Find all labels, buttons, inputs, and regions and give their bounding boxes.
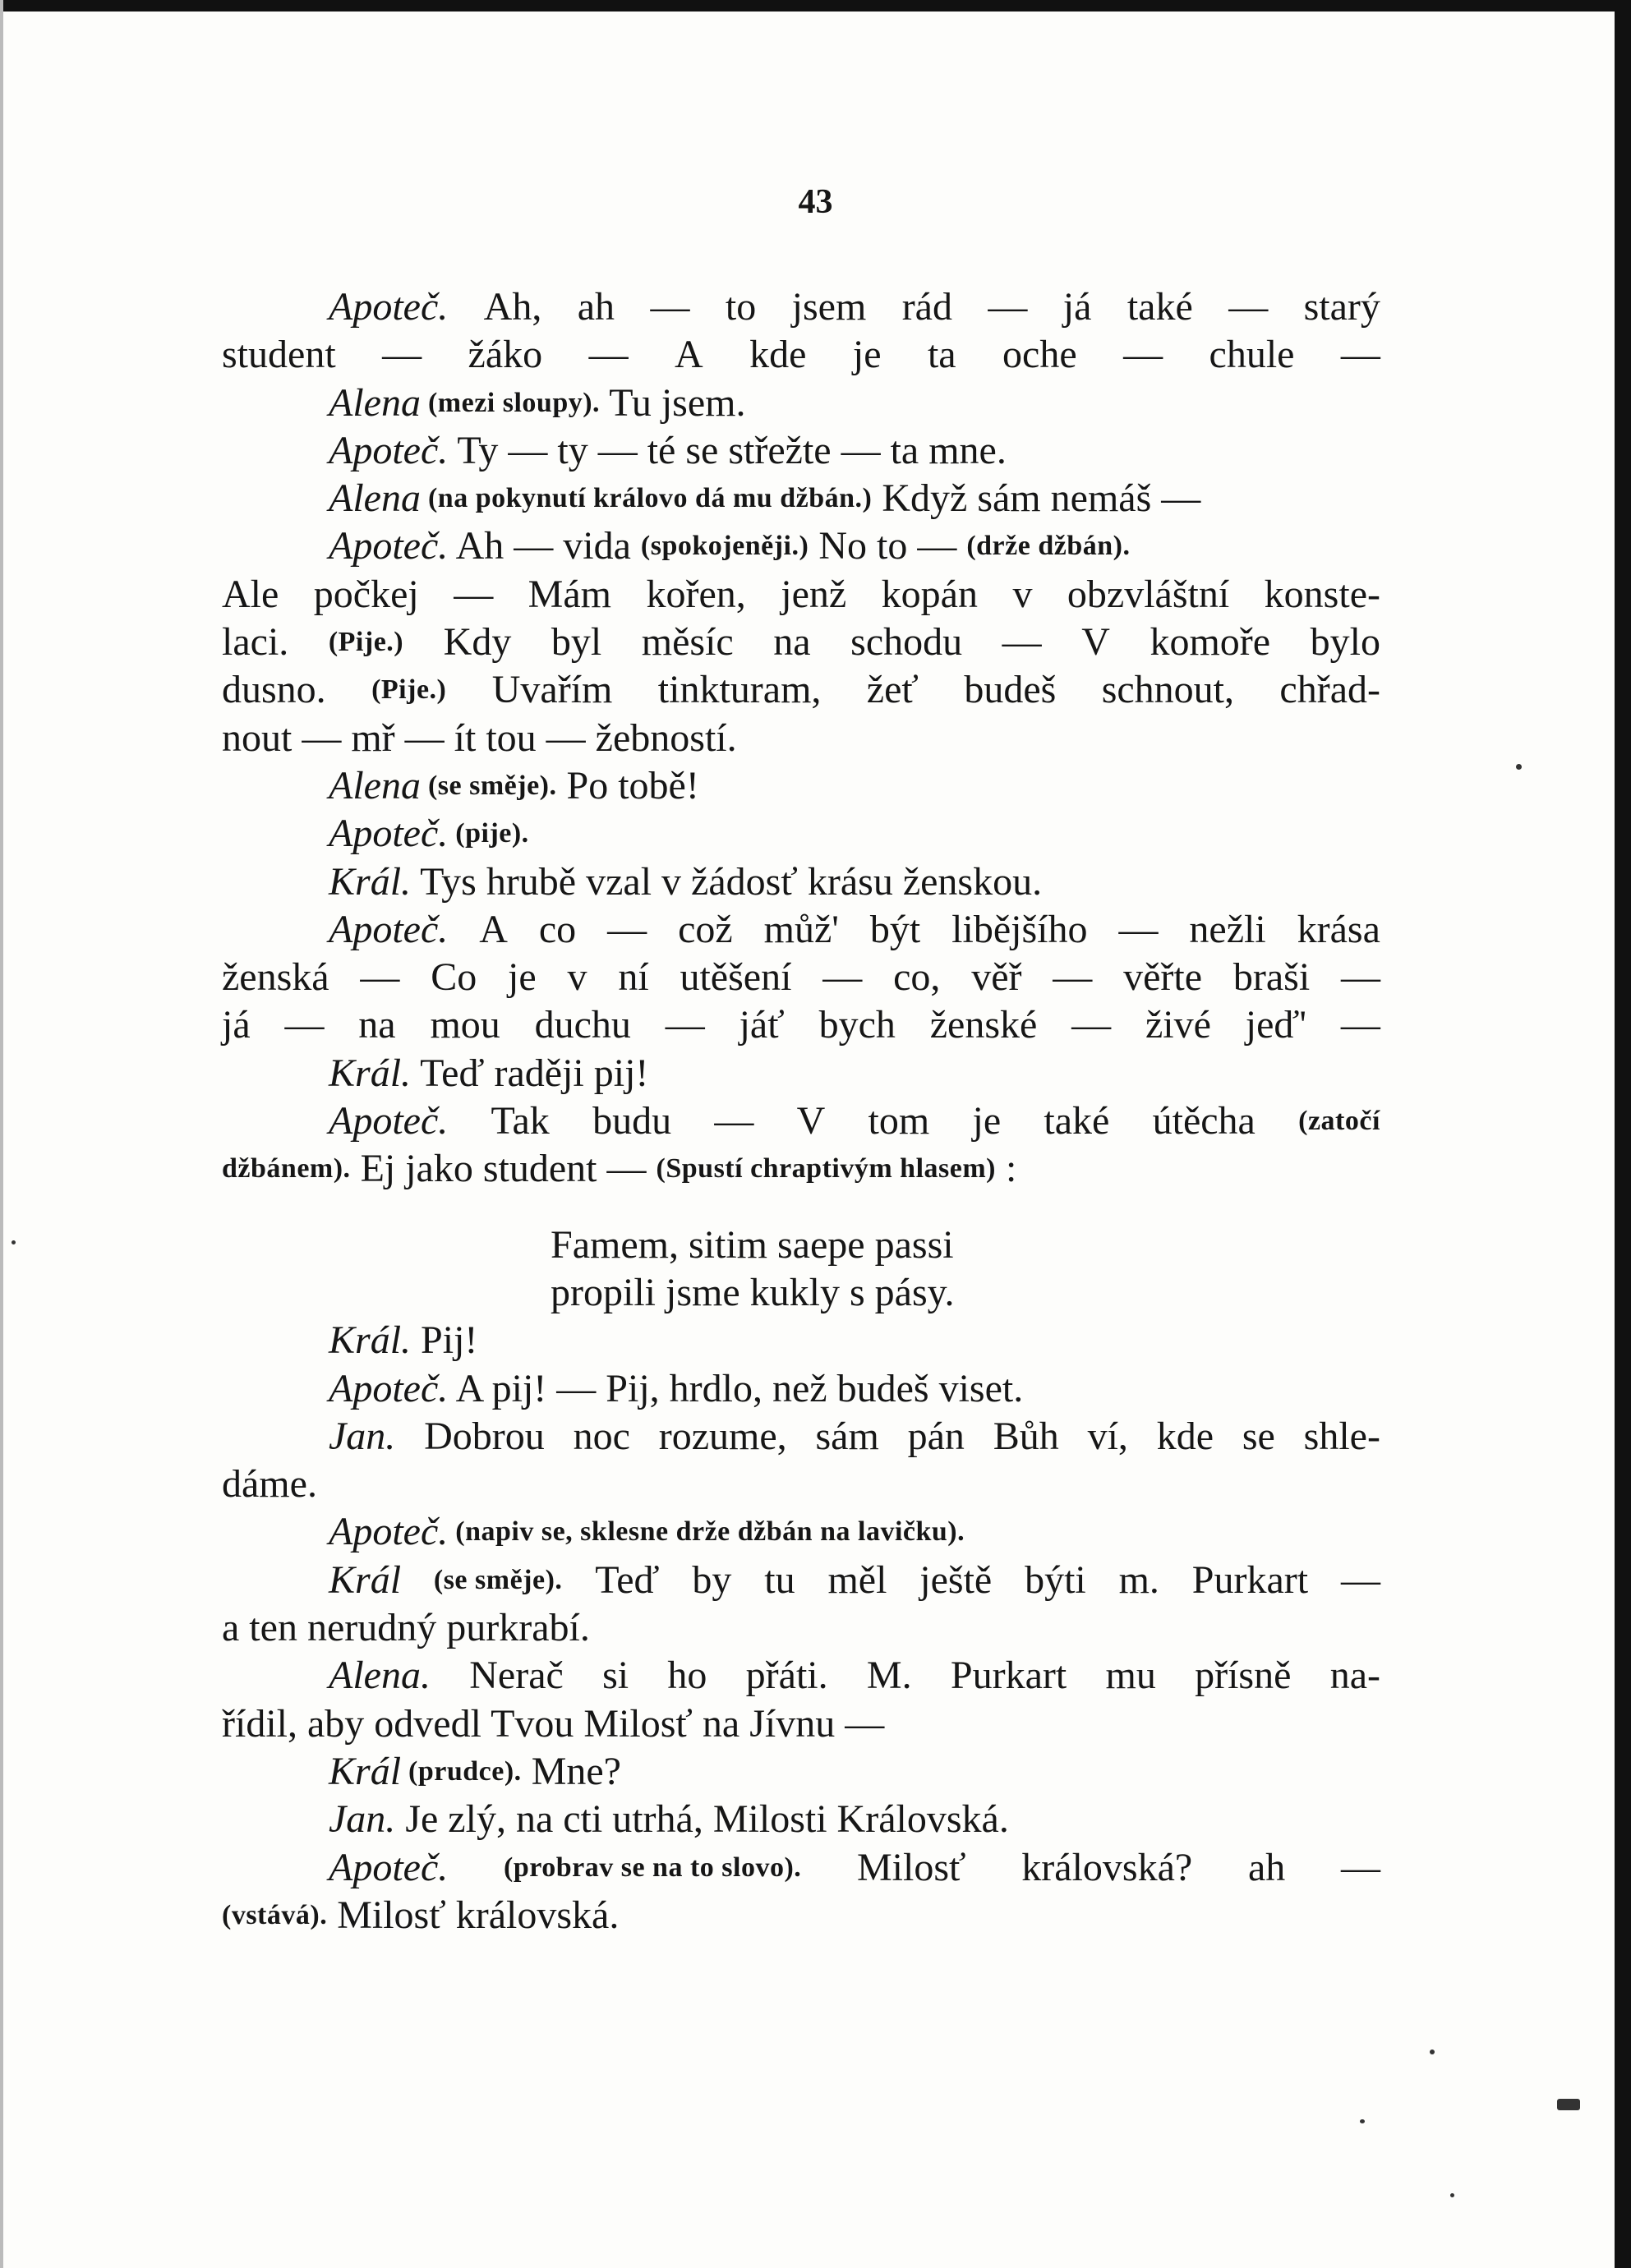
word: bych [818,1003,896,1047]
word: tu [764,1557,795,1602]
word: žeť [866,668,919,712]
text-line [222,1748,1380,1796]
word: pán [907,1414,965,1458]
word: schodu [850,620,963,665]
word: můž' [763,907,839,951]
scan-border-top [0,0,1631,12]
word: ještě [919,1557,993,1602]
text-line [222,954,1380,1001]
word: Mám [528,572,611,616]
word: budu [592,1099,672,1143]
word: — [1053,955,1093,1000]
word: kopán [881,572,978,616]
word: být [869,907,921,951]
text-line [222,522,1380,570]
text-line [222,1365,1380,1413]
word: se [1242,1414,1275,1458]
line-text: Je zlý, na cti utrhá, Milosti Královská. [395,1797,1009,1842]
word: duchu [534,1003,631,1047]
word: což [678,907,733,951]
word: útěcha [1152,1099,1256,1143]
word: ní [618,955,649,1000]
word: — [382,333,422,377]
text-line [222,1557,1380,1604]
stage-direction: (vstává). [222,1899,328,1930]
text-line [222,906,1380,954]
word: bylo [1310,620,1380,665]
word: Kdy [443,620,512,665]
speaker-name: Alena. [329,1654,431,1698]
word: schnout, [1101,668,1235,712]
line-text: nout — mř — ít tou — žebností. [222,715,737,760]
text-line [222,1508,1380,1556]
word: student [222,333,336,377]
word: m. [1118,1557,1159,1602]
speaker-name: Král. [329,1318,412,1363]
word: — [284,1003,325,1047]
speaker-name: Apoteč. [329,1099,449,1143]
word: Purkart [1191,1557,1309,1602]
stage-direction: (prudce). [401,1755,522,1787]
stage-direction: (Spustí chraptivým hlasem) [656,1153,996,1185]
speaker-name: Alena [329,763,421,807]
text-line [222,1461,1380,1508]
word: věř [971,955,1022,1000]
word: měl [827,1557,887,1602]
line-text: Milosť královská. [327,1893,620,1937]
text-line [222,1604,1380,1652]
word: je [508,955,537,1000]
word: jsem [791,285,867,329]
text-line [222,1796,1380,1843]
word: kde [749,333,807,377]
word: také [1044,1099,1110,1143]
line-text: Famem, sitim saepe passi [551,1222,954,1267]
speaker-name: Apoteč. [329,1510,449,1554]
word: — [1118,907,1159,951]
word: byl [551,620,602,665]
word: ho [667,1654,707,1698]
line-text: Ej jako student — [350,1147,657,1191]
text-line [222,715,1380,762]
word: noc [573,1414,630,1458]
stage-direction: (se směje). [433,1564,563,1595]
text-line [222,1269,1380,1317]
word: chřad- [1279,668,1380,712]
word: — [714,1099,754,1143]
scan-border-left [0,0,3,2268]
word: V [796,1099,826,1143]
word: — [1340,955,1380,1000]
word: — [1123,333,1163,377]
line-text: řídil, aby odvedl Tvou Milosť na Jívnu — [222,1701,885,1746]
speaker-name: Apoteč. [329,524,449,568]
text-line [222,331,1380,379]
page-number: 43 [798,183,833,221]
word: to [725,285,757,329]
word: sám [815,1414,879,1458]
word: býti [1025,1557,1086,1602]
speaker-name: Král. [329,1051,412,1095]
word: ta [927,333,956,377]
word: budeš [964,668,1057,712]
word: já [222,1003,251,1047]
word: tom [868,1099,930,1143]
word: braši [1232,955,1311,1000]
scan-speck [1430,2049,1435,2054]
line-text: dáme. [222,1462,317,1507]
word: jenž [781,572,847,616]
line-text: Pij! [411,1318,478,1363]
stage-direction: (se směje). [420,770,557,801]
word: přísně [1195,1654,1292,1698]
text-line [222,1317,1380,1364]
word: Tak [491,1099,550,1143]
word: — [1340,333,1380,377]
text-line [222,1413,1380,1461]
stage-direction: (na pokynutí královo dá mu džbán.) [420,483,873,514]
word: — [650,285,690,329]
word: — [1340,1557,1380,1602]
word: — [360,955,400,1000]
word: ah [577,285,615,329]
word: také [1126,285,1193,329]
word: královská? [1021,1845,1193,1889]
word: mou [430,1003,500,1047]
stage-direction: (spokojeněji.) [640,531,809,562]
stage-direction: džbánem). [222,1153,351,1185]
line-text: No to — [809,524,967,568]
text-line [222,1892,1380,1939]
word: co [538,907,577,951]
word: — [1071,1003,1112,1047]
word: si [602,1654,629,1698]
word: počkej [313,572,419,616]
word: mu [1105,1654,1156,1698]
stage-direction: (pije). [448,818,529,849]
word: živé [1145,1003,1211,1047]
word: — [822,955,863,1000]
word: v [1012,572,1033,616]
text-line [222,619,1380,666]
text-line [222,1097,1380,1145]
text-line [222,666,1380,714]
speaker-name: Král [329,1749,402,1793]
word: já [1062,285,1092,329]
word: Nerač [469,1654,564,1698]
text-line [222,1145,1380,1193]
word: by [692,1557,732,1602]
dialogue-text [222,283,1380,1939]
speaker-name: Apoteč. [329,1366,449,1410]
text-line [222,1844,1380,1892]
word: tinkturam, [657,668,822,712]
word: Dobrou [424,1414,545,1458]
scan-speck [1360,2119,1365,2123]
word: — [1002,620,1042,665]
text-line [222,283,1380,331]
speaker-name: Alena [329,476,421,521]
text-line [222,1700,1380,1748]
scan-speck [1450,2193,1454,2197]
word: žáko [468,333,543,377]
speaker-name: Král [329,1557,402,1602]
line-text: Tu jsem. [600,380,746,425]
scan-speck [1516,764,1522,770]
word: Bůh [993,1414,1059,1458]
word: na [358,1003,396,1047]
line-text: a ten nerudný purkrabí. [222,1606,590,1650]
stage-direction: (Pije.) [328,627,404,658]
text-line [222,1050,1380,1097]
word: Co [431,955,477,1000]
word: — [607,907,647,951]
word: rád [901,285,952,329]
line-text: : [995,1147,1017,1191]
word: oche [1002,333,1077,377]
word: nežli [1189,907,1266,951]
word: Purkart [950,1654,1067,1698]
word: laci. [222,620,289,665]
stage-direction: (drže džbán). [966,531,1131,562]
word: ženské [929,1003,1038,1047]
word: — [1228,285,1269,329]
word: je [972,1099,1002,1143]
word: jáť [739,1003,785,1047]
word: konste- [1264,572,1380,616]
stage-direction: (mezi sloupy). [420,387,601,418]
speaker-name: Apoteč. [329,812,449,856]
word: obzvláštní [1067,572,1230,616]
word: komoře [1150,620,1271,665]
word: libějšího [951,907,1088,951]
word: na [773,620,811,665]
speaker-name: Apoteč. [329,285,449,329]
word: M. [866,1654,912,1698]
word: Ale [222,572,279,616]
line-text: Teď raději pij! [411,1051,649,1095]
stage-direction: (probrav se na to slovo). [504,1852,802,1883]
word: přáti. [745,1654,828,1698]
text-line [222,810,1380,858]
stage-direction: (napiv se, sklesne drže džbán na lavičku). [448,1516,965,1548]
speaker-name: Jan. [329,1797,396,1842]
text-line [222,475,1380,522]
word: ah [1247,1845,1286,1889]
line-text: Ah — vida [448,524,641,568]
line-text: Tys hrubě vzal v žádosť krásu ženskou. [411,859,1043,904]
word: — [1340,1003,1380,1047]
word: V [1081,620,1110,665]
text-line [222,762,1380,810]
text-line [222,1652,1380,1700]
word: kořen, [646,572,746,616]
word: A [479,907,508,951]
word: jeď' [1245,1003,1307,1047]
word: — [588,333,629,377]
speaker-name: Jan. [329,1414,396,1458]
word: Milosť [857,1845,966,1889]
text-line [222,1221,1380,1269]
word: měsíc [641,620,734,665]
text-line [222,1001,1380,1049]
speaker-name: Apoteč. [329,428,449,472]
word: na- [1329,1654,1380,1698]
word: ženská [222,955,329,1000]
word: Teď [595,1557,660,1602]
line-text: Mne? [521,1749,621,1793]
text-line [222,858,1380,906]
speaker-name: Apoteč. [329,1845,449,1889]
word: shle- [1303,1414,1380,1458]
word: je [852,333,882,377]
stage-direction: (Pije.) [371,674,447,706]
word: ví, [1087,1414,1128,1458]
line-text: Ty — ty — té se střežte — ta mne. [448,428,1007,472]
scan-speck [1557,2099,1580,2110]
word: chule [1209,333,1295,377]
word: kde [1156,1414,1214,1458]
word: — [454,572,494,616]
scan-speck [12,1240,16,1244]
text-line [222,571,1380,619]
word: krása [1297,907,1380,951]
word: v [567,955,587,1000]
line-text: Po tobě! [556,763,699,807]
text-line [222,427,1380,475]
word: věřte [1123,955,1203,1000]
speaker-name: Král. [329,859,412,904]
line-text: Když sám nemáš — [872,476,1201,521]
word: — [1340,1845,1380,1889]
word: co, [893,955,941,1000]
line-text: propili jsme kukly s pásy. [551,1270,955,1314]
stage-direction: (zatočí [1298,1106,1380,1137]
word: starý [1303,285,1380,329]
word: rozume, [658,1414,787,1458]
scan-border-right [1615,0,1631,2268]
text-line [222,380,1380,427]
word: Ah, [483,285,542,329]
word: dusno. [222,668,326,712]
speaker-name: Apoteč. [329,907,449,951]
line-text: A pij! — Pij, hrdlo, než budeš viset. [448,1366,1024,1410]
word: A [675,333,703,377]
speaker-name: Alena [329,380,421,425]
word: — [665,1003,705,1047]
word: — [988,285,1028,329]
word: Uvařím [491,668,613,712]
word: utěšení [680,955,792,1000]
